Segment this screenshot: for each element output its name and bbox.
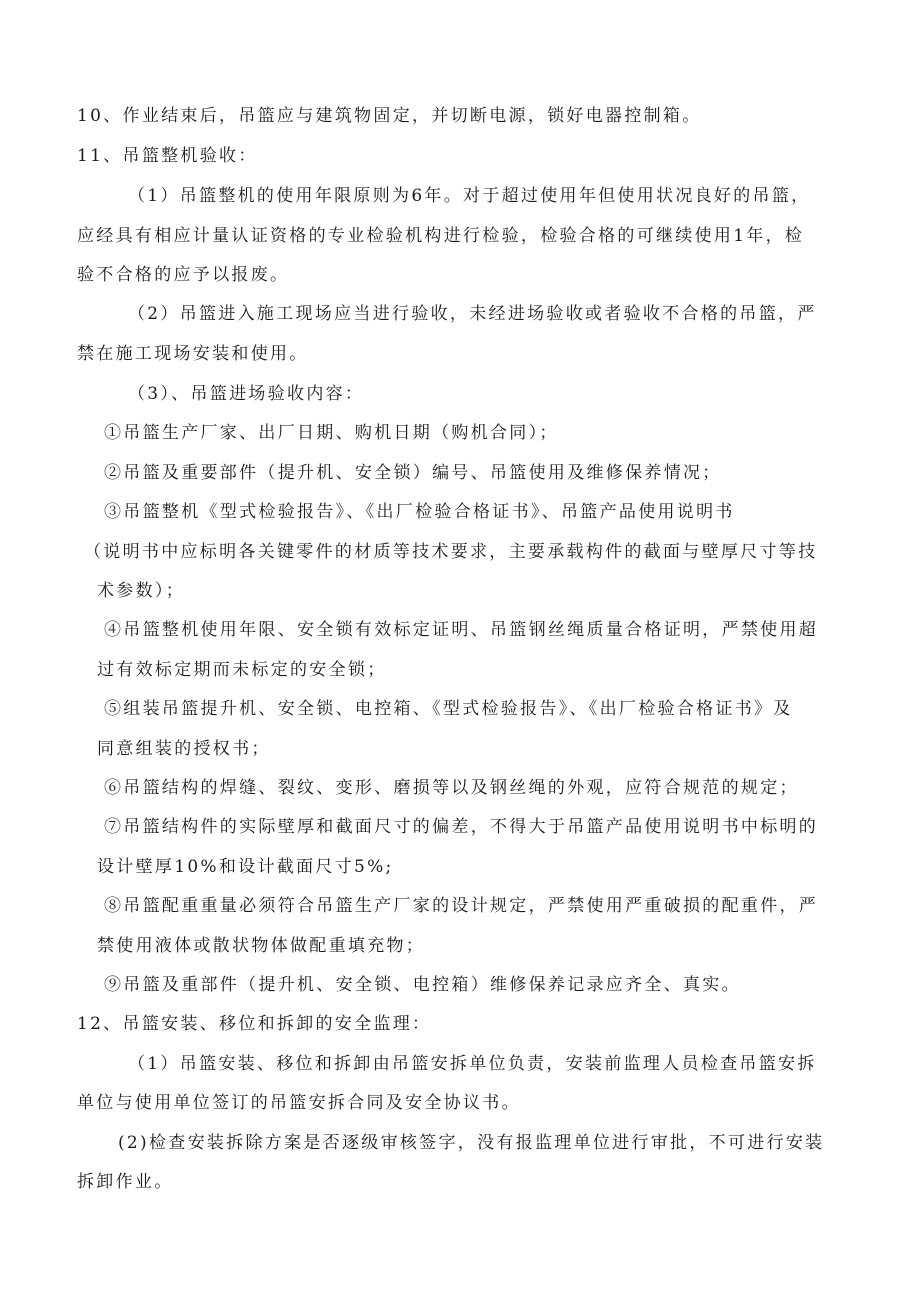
list-item: ⑦吊篮结构件的实际壁厚和截面尺寸的偏差，不得大于吊篮产品使用说明书中标明的 <box>104 817 819 837</box>
list-item: ⑧吊篮配重重量必须符合吊篮生产厂家的设计规定，严禁使用严重破损的配重件，严 <box>104 896 819 916</box>
text-line: 禁使用液体或散状物体做配重填充物； <box>97 936 426 956</box>
list-item: ⑥吊篮结构的焊缝、裂纹、变形、磨损等以及钢丝绳的外观，应符合规范的规定； <box>104 778 799 798</box>
text-line: 术参数）； <box>97 581 185 601</box>
section-heading: 12、吊篮安装、移位和拆卸的安全监理： <box>77 1014 432 1034</box>
text-line: （1）吊篮整机的使用年限原则为6年。对于超过使用年但使用状况良好的吊篮， <box>128 186 811 206</box>
text-line: （2）吊篮进入施工现场应当进行验收，未经进场验收或者验收不合格的吊篮，严 <box>128 304 817 324</box>
list-item: ①吊篮生产厂家、出厂日期、购机日期（购机合同）； <box>104 423 559 443</box>
text-line: （说明书中应标明各关键零件的材质等技术要求，主要承载构件的截面与壁厚尺寸等技 <box>84 542 818 562</box>
list-item: ④吊篮整机使用年限、安全锁有效标定证明、吊篮钢丝绳质量合格证明，严禁使用超 <box>104 620 819 640</box>
text-line: 验不合格的应予以报废。 <box>77 265 290 285</box>
text-line: （3）、吊篮进场验收内容： <box>128 384 365 404</box>
text-line: 应经具有相应计量认证资格的专业检验机构进行检验，检验合格的可继续使用1年，检 <box>77 226 805 246</box>
text-line: 10、作业结束后，吊篮应与建筑物固定，并切断电源，锁好电器控制箱。 <box>77 106 702 126</box>
text-line: 拆卸作业。 <box>77 1172 174 1192</box>
section-heading: 11、吊篮整机验收： <box>77 146 258 166</box>
text-line: (2)检查安装拆除方案是否逐级审核签字，没有报监理单位进行审批，不可进行安装 <box>118 1133 825 1153</box>
list-item: ⑤组装吊篮提升机、安全锁、电控箱、《型式检验报告》、《出厂检验合格证书》及 <box>104 699 793 719</box>
list-item: ⑨吊篮及重部件（提升机、安全锁、电控箱）维修保养记录应齐全、真实。 <box>104 975 741 995</box>
text-line: 禁在施工现场安装和使用。 <box>77 344 309 364</box>
list-item: ②吊篮及重要部件（提升机、安全锁）编号、吊篮使用及维修保养情况； <box>104 463 722 483</box>
text-line: 同意组装的授权书； <box>97 739 271 759</box>
text-line: 过有效标定期而未标定的安全锁； <box>97 660 387 680</box>
list-item: ③吊篮整机《型式检验报告》、《出厂检验合格证书》、吊篮产品使用说明书 <box>104 502 735 522</box>
text-line: 单位与使用单位签订的吊篮安拆合同及安全协议书。 <box>77 1093 521 1113</box>
text-line: （1）吊篮安装、移位和拆卸由吊篮安拆单位负责，安装前监理人员检查吊篮安拆 <box>128 1054 817 1074</box>
text-line: 设计壁厚10%和设计截面尺寸5%; <box>97 857 394 877</box>
